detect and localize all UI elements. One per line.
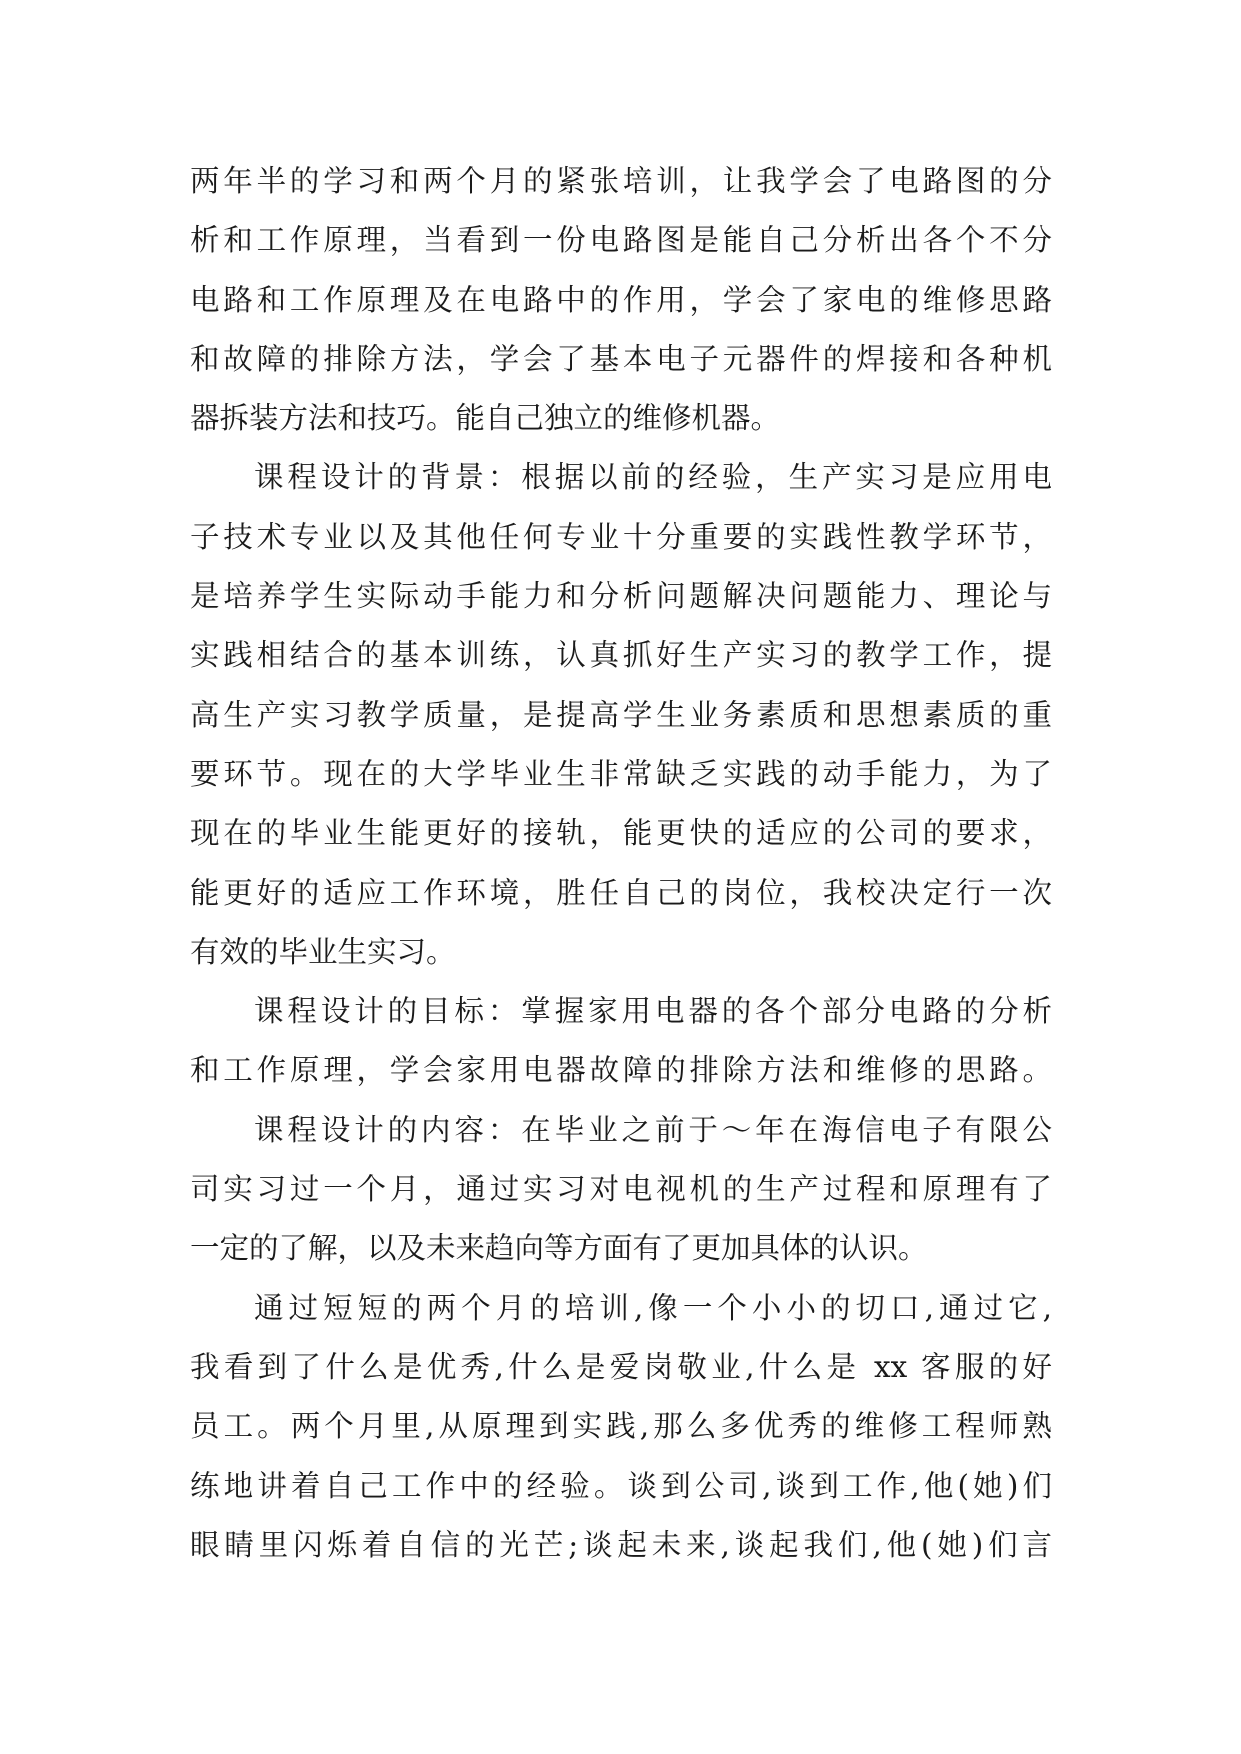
paragraph-2	[190, 448, 1052, 982]
paragraph-line: 我看到了什么是优秀,什么是爱岗敬业,什么是 xx 客服的好	[190, 1349, 1052, 1384]
paragraph-line: 实践相结合的基本训练，认真抓好生产实习的教学工作，提	[190, 638, 1052, 673]
paragraph-4	[190, 1101, 1052, 1279]
paragraph-line: 有效的毕业生实习。	[190, 934, 456, 969]
paragraph-line: 眼睛里闪烁着自信的光芒;谈起未来,谈起我们,他(她)们言	[190, 1527, 1052, 1562]
paragraph-line: 现在的毕业生能更好的接轨，能更快的适应的公司的要求，	[190, 816, 1052, 851]
paragraph-5	[190, 1279, 1052, 1575]
paragraph-line: 课程设计的背景：根据以前的经验，生产实习是应用电	[254, 460, 1052, 495]
paragraph-line: 和故障的排除方法，学会了基本电子元器件的焊接和各种机	[190, 341, 1052, 376]
paragraph-line: 器拆装方法和技巧。能自己独立的维修机器。	[190, 401, 781, 436]
paragraph-line: 两年半的学习和两个月的紧张培训，让我学会了电路图的分	[190, 164, 1052, 198]
paragraph-line: 要环节。现在的大学毕业生非常缺乏实践的动手能力，为了	[190, 756, 1052, 791]
paragraph-3	[190, 982, 1052, 1101]
paragraph-line: 司实习过一个月，通过实习对电视机的生产过程和原理有了	[190, 1172, 1052, 1207]
paragraph-line: 员工。两个月里,从原理到实践,那么多优秀的维修工程师熟	[190, 1409, 1052, 1444]
paragraph-1	[190, 152, 1052, 448]
paragraph-line: 课程设计的内容：在毕业之前于～年在海信电子有限公	[254, 1112, 1052, 1147]
paragraph-line: 电路和工作原理及在电路中的作用，学会了家电的维修思路	[190, 282, 1052, 317]
paragraph-line: 高生产实习教学质量，是提高学生业务素质和思想素质的重	[190, 697, 1052, 732]
paragraph-line: 练地讲着自己工作中的经验。谈到公司,谈到工作,他(她)们	[190, 1468, 1052, 1503]
paragraph-line: 能更好的适应工作环境，胜任自己的岗位，我校决定行一次	[190, 875, 1052, 910]
paragraph-line: 通过短短的两个月的培训,像一个小小的切口,通过它,	[254, 1290, 1052, 1325]
paragraph-line: 析和工作原理，当看到一份电路图是能自己分析出各个不分	[190, 223, 1052, 258]
paragraph-line: 一定的了解，以及未来趋向等方面有了更加具体的认识。	[190, 1231, 928, 1266]
paragraph-line: 是培养学生实际动手能力和分析问题解决问题能力、理论与	[190, 579, 1052, 614]
paragraph-line: 和工作原理，学会家用电器故障的排除方法和维修的思路。	[190, 1053, 1052, 1088]
paragraph-line: 课程设计的目标：掌握家用电器的各个部分电路的分析	[254, 994, 1052, 1029]
body-text	[190, 152, 1052, 1575]
paragraph-line: 子技术专业以及其他任何专业十分重要的实践性教学环节，	[190, 519, 1052, 554]
